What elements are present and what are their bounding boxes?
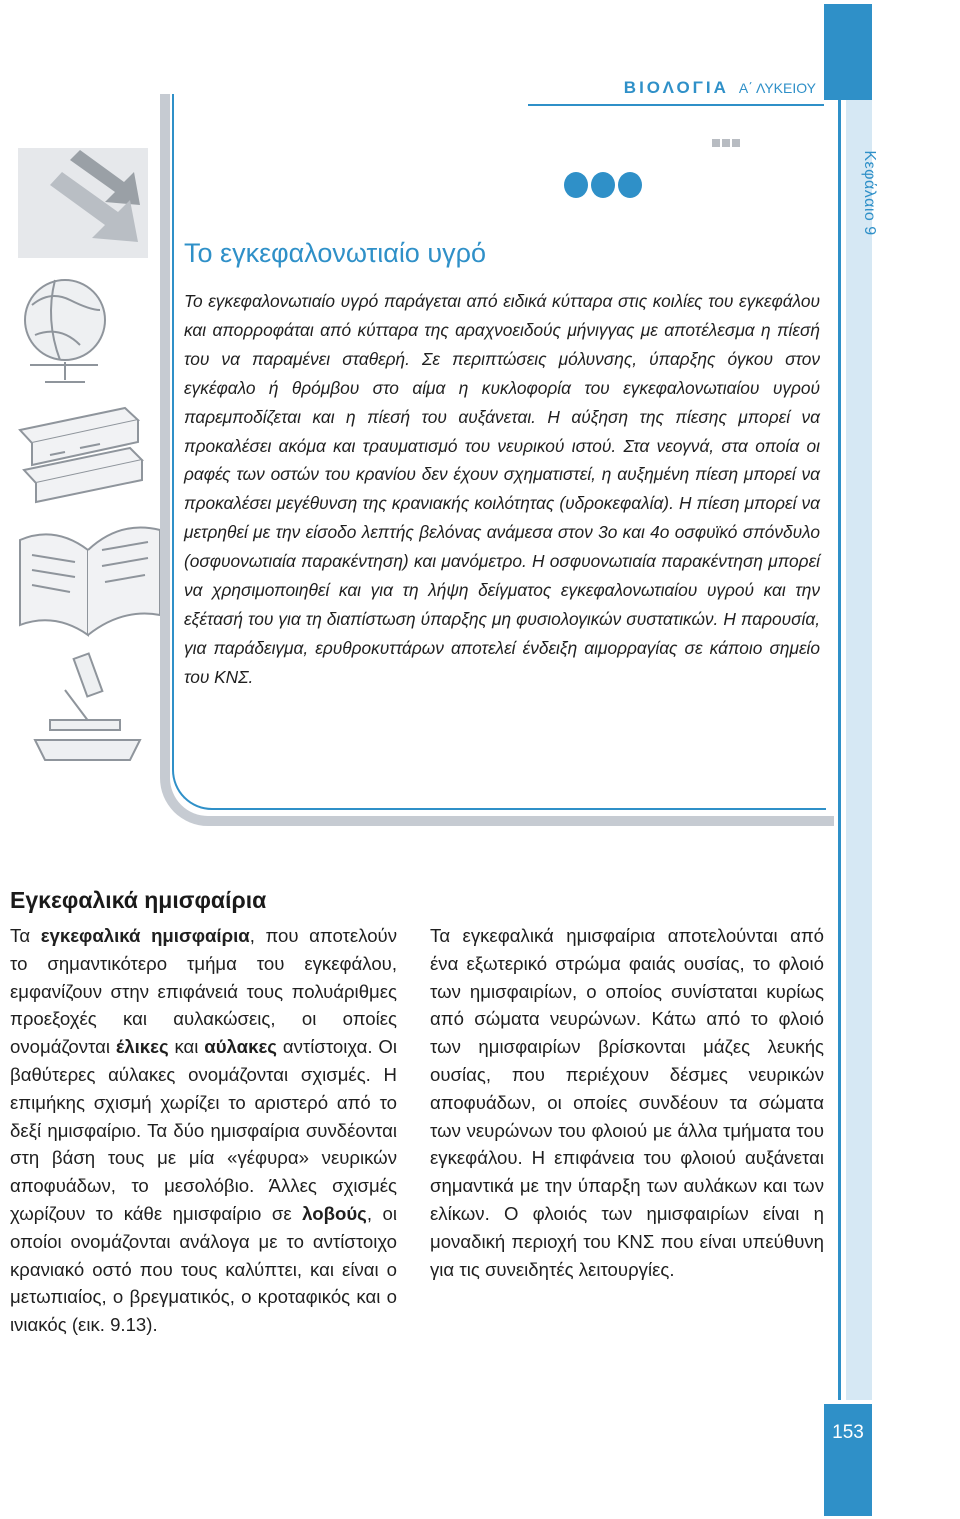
microscope-icon (35, 653, 140, 760)
term-lobes: λοβούς (302, 1202, 367, 1224)
side-accent-block (824, 4, 872, 100)
text-run: και (168, 1036, 205, 1058)
text-run: αντίστοιχα. Οι βαθύτερες αύλακες ονομάζονται σχισμές. Η επιμήκης σχισμή χωρίζει το αριστερό από το δεξί ημισφαίριο. Τα δύο ημισφαίρια συνδέονται στη βάση τους με μία «γέφυρα» νευρικών αποφυάδων, το μεσολόβιο. Άλλες σχισμές χωρίζουν το κάθε ημισφαίριο σε (10, 1036, 397, 1224)
globe-icon (25, 280, 105, 382)
left-column-paragraph (10, 922, 397, 1339)
sidebar-illustrations (10, 130, 170, 770)
term-hemispheres: εγκεφαλικά ημισφαίρια (40, 925, 250, 946)
term-gyri: έλικες (115, 1036, 169, 1058)
chapter-label: Κεφάλαιο 9 (861, 150, 878, 236)
header-grade: Α΄ ΛΥΚΕΙΟΥ (738, 80, 816, 96)
arrow-icon (18, 148, 148, 258)
section-title: Εγκεφαλικά ημισφαίρια (10, 887, 267, 913)
books-icon (20, 408, 142, 502)
open-book-icon (20, 528, 160, 636)
side-line (838, 100, 841, 1400)
header-subject: ΒΙΟΛΟΓΙΑ (623, 78, 729, 97)
text-run: Τα (10, 925, 41, 946)
term-sulci: αύλακες (204, 1036, 277, 1058)
text-run: , οι οποίοι ονομάζονται ανάλογα με το αντίστοιχο κρανιακό οστό που τους καλύπτει, και είναι ο μετωπιαίος, ο βρεγματικός, ο κροταφικός και ο ινιακός (εικ. 9.13). (10, 1202, 397, 1336)
box-paragraph: Το εγκεφαλονωτιαίο υγρό παράγεται από ειδικά κύτταρα στις κοιλίες του εγκεφάλου και απορροφάται από κύτταρα της αραχνοειδούς μήνιγγας με αποτέλεσμα η πίεσή του να παραμένει σταθερή. Σε περιπτώσεις μόλυνσης, ύπαρξης όγκου στον εγκέφαλο ή θρόμβου στο αίμα η κυκλοφορία του εγκεφαλονωτιαίου υγρού παρεμποδίζεται και η πίεσή του αυξάνεται. Η αύξηση της πίεσης μπορεί να προκαλέσει ακόμα και τραυματισμό του νευρικού ιστού. Στα νεογνά, στα οποία οι ραφές των οστών του κρανίου δεν έχουν σχηματιστεί, η αυξημένη πίεση μπορεί να προκαλέσει μεγέθυνση της κρανιακής κοιλότητας (υδροκεφαλία). Η πίεση μπορεί να μετρηθεί με την είσοδο λεπτής βελόνας ανάμεσα στον 3ο και 4ο οσφυϊκό σπόνδυλο (οσφυονωτιαία παρακέντηση) και μανόμετρο. Η οσφυονωτιαία παρακέντηση μπορεί να χρησιμοποιηθεί και για τη λήψη δείγματος εγκεφαλονωτιαίου υγρού και την εξέτασή του για τη διαπίστωση ύπαρξης μη φυσιολογικών συστατικών. Η παρουσία, για παράδειγμα, ερυθροκυττάρων αποτελεί ένδειξη αιμορραγίας σε κάποιο σημείο του ΚΝΣ. (184, 291, 820, 687)
side-strip (846, 100, 872, 1400)
right-column-paragraph: Τα εγκεφαλικά ημισφαίρια αποτελούνται από ένα εξωτερικό στρώμα φαιάς ουσίας, το φλοιό των ημισφαιρίων, ο οποίος συνίσταται κυρίως από σώματα νευρώνων. Κάτω από το φλοιό των ημισφαιρίων βρίσκονται μάζες λευκής ουσίας, που περιέχουν δέσμες νευρικών αποφυάδων, οι οποίες συνδέουν τα σώματα των νευρώνων του φλοιού με άλλα τμήματα του εγκεφάλου. Η επιφάνεια του φλοιού αυξάνεται σημαντικά με την ύπαρξη των αυλάκων και των ελίκων. Ο φλοιός των ημισφαιρίων είναι η μοναδική περιοχή του ΚΝΣ που είναι υπεύθυνη για τις συνειδητές λειτουργίες. (430, 925, 824, 1280)
page-number-box (824, 1404, 872, 1516)
box-title: Το εγκεφαλονωτιαίο υγρό (184, 238, 486, 268)
text-run: , που αποτελούν το σημαντικότερο τμήμα του εγκεφάλου, εμφανίζουν στην επιφάνειά τους πολυάριθμες προεξοχές και αυλακώσεις, οι οποίες ονομάζονται (10, 925, 398, 1058)
page-number: 153 (832, 1422, 864, 1443)
